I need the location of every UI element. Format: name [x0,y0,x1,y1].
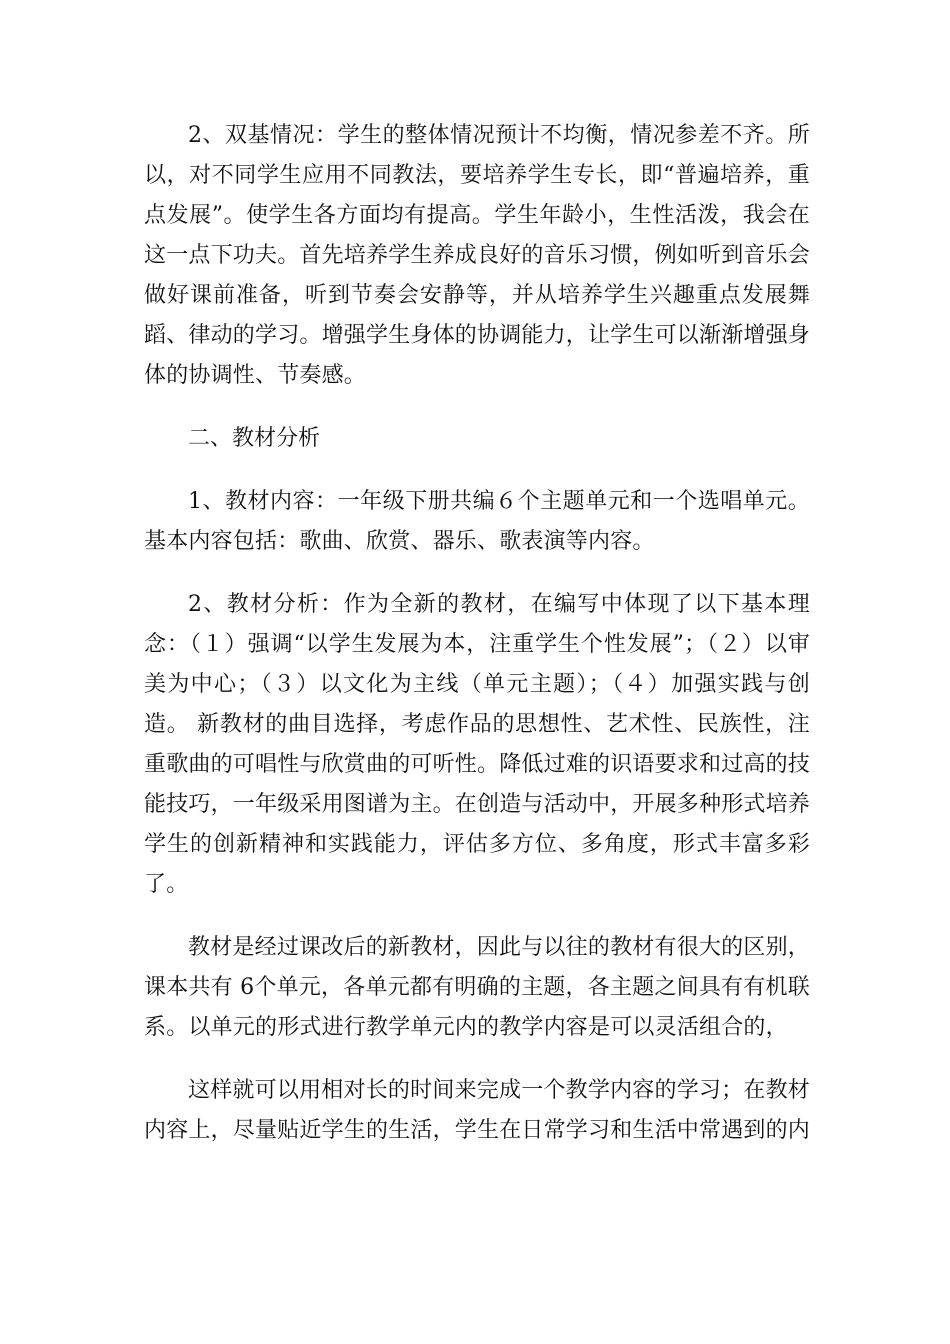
document-body [144,116,810,1174]
paragraph-dual-basics: 2、双基情况：学生的整体情况预计不均衡，情况参差不齐。所以，对不同学生应用不同教法，要培养学生专长，即“普遍培养，重点发展”。使学生各方面均有提高。学生年龄小，生性活泼，我会在这一点下功夫。首先培养学生养成良好的音乐习惯，例如听到音乐会做好课前准备，听到节奏会安静等，并从培养学生兴趣重点发展舞蹈、律动的学习。增强学生身体的协调能力，让学生可以渐渐增强身体的协调性、节奏感。 [144,123,811,388]
paragraph-teaching-time: 这样就可以用相对长的时间来完成一个教学内容的学习；在教材内容上，尽量贴近学生的生活，学生在日常学习和生活中常遇到的内 [144,1078,811,1143]
paragraph-textbook-content: 1、教材内容：一年级下册共编６个主题单元和一个选唱单元。基本内容包括：歌曲、欣赏、器乐、歌表演等内容。 [144,489,810,554]
paragraph-textbook-analysis: 2、教材分析：作为全新的教材，在编写中体现了以下基本理念：（１）强调“以学生发展为本，注重学生个性发展”；（２）以审美为中心；（３）以文化为主线（单元主题）；（４）加强实践与创造。 新教材的曲目选择，考虑作品的思想性、艺术性、民族性，注重歌曲的可唱性与欣赏曲的可听性。降低过难的识语要求和过高的技能技巧，一年级采用图谱为主。在创造与活动中，开展多种形式培养学生的创新精神和实践能力，评估多方位、多角度，形式丰富多彩了。 [144,592,811,897]
section-heading-textbook-analysis: 二、教材分析 [188,426,321,451]
paragraph-new-textbook: 教材是经过课改后的新教材，因此与以往的教材有很大的区别，课本共有 6个单元，各单元都有明确的主题，各主题之间具有有机联系。以单元的形式进行教学单元内的教学内容是可以灵活组合的， [144,935,810,1040]
